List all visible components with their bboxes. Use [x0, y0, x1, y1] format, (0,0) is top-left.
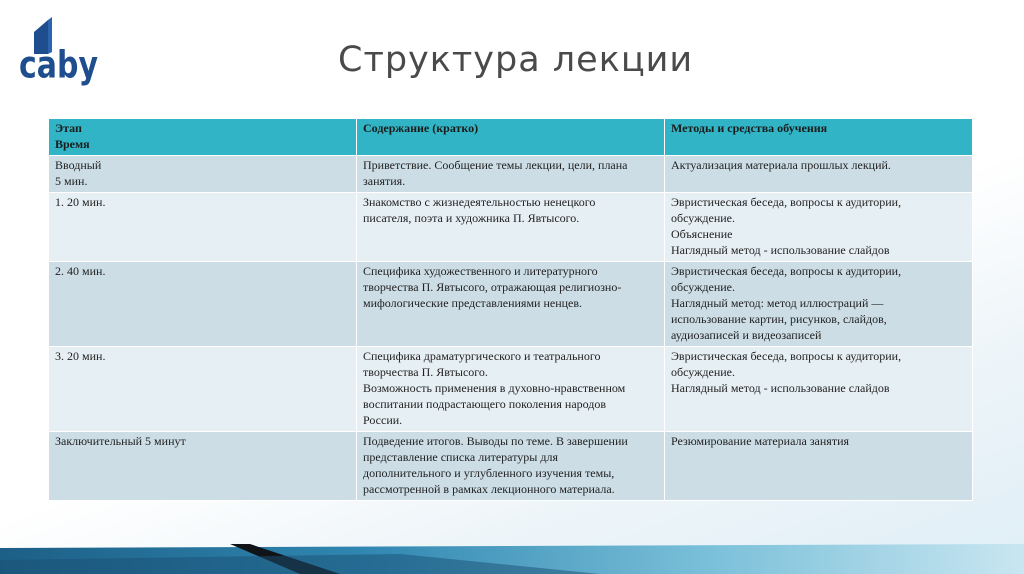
cell-stage: Заключительный 5 минут [49, 432, 357, 501]
cell-methods: Эвристическая беседа, вопросы к аудитории, обсуждение. Наглядный метод: метод иллюстраций — использование картин, рисунков, слайдов, аудиозаписей и видеозаписей [665, 262, 973, 347]
bottom-decoration [0, 540, 1024, 574]
lecture-structure-table [48, 118, 973, 501]
caby-logo [18, 14, 104, 86]
header-stage: Этап Время [49, 119, 357, 156]
table-header-row [49, 119, 973, 156]
cell-content: Приветствие. Сообщение темы лекции, цели, плана занятия. [357, 156, 665, 193]
table-row [49, 262, 973, 347]
cell-methods: Резюмирование материала занятия [665, 432, 973, 501]
cell-methods: Актуализация материала прошлых лекций. [665, 156, 973, 193]
cell-methods: Эвристическая беседа, вопросы к аудитории, обсуждение. Наглядный метод - использование слайдов [665, 347, 973, 432]
cell-stage: 2. 40 мин. [49, 262, 357, 347]
table-row [49, 193, 973, 262]
cell-methods: Эвристическая беседа, вопросы к аудитории, обсуждение. Объяснение Наглядный метод - использование слайдов [665, 193, 973, 262]
cell-stage: 3. 20 мин. [49, 347, 357, 432]
cell-stage: Вводный 5 мин. [49, 156, 357, 193]
table-row [49, 432, 973, 501]
header-content: Содержание (кратко) [357, 119, 665, 156]
page-title: Структура лекции [338, 40, 694, 80]
header-methods: Методы и средства обучения [665, 119, 973, 156]
cell-stage: 1. 20 мин. [49, 193, 357, 262]
cell-content: Специфика драматургического и театрального творчества П. Явтысого. Возможность применения в духовно-нравственном воспитании подрастающего поколения народов России. [357, 347, 665, 432]
cell-content: Подведение итогов. Выводы по теме. В завершении представление списка литературы для дополнительного и углубленного изучения темы, рассмотренной в рамках лекционного материала. [357, 432, 665, 501]
cell-content: Знакомство с жизнедеятельностью ненецкого писателя, поэта и художника П. Явтысого. [357, 193, 665, 262]
table-row [49, 156, 973, 193]
svg-text:caby: caby [19, 43, 99, 86]
cell-content: Специфика художественного и литературного творчества П. Явтысого, отражающая религиозно- мифологические представлениями ненцев. [357, 262, 665, 347]
table-row [49, 347, 973, 432]
